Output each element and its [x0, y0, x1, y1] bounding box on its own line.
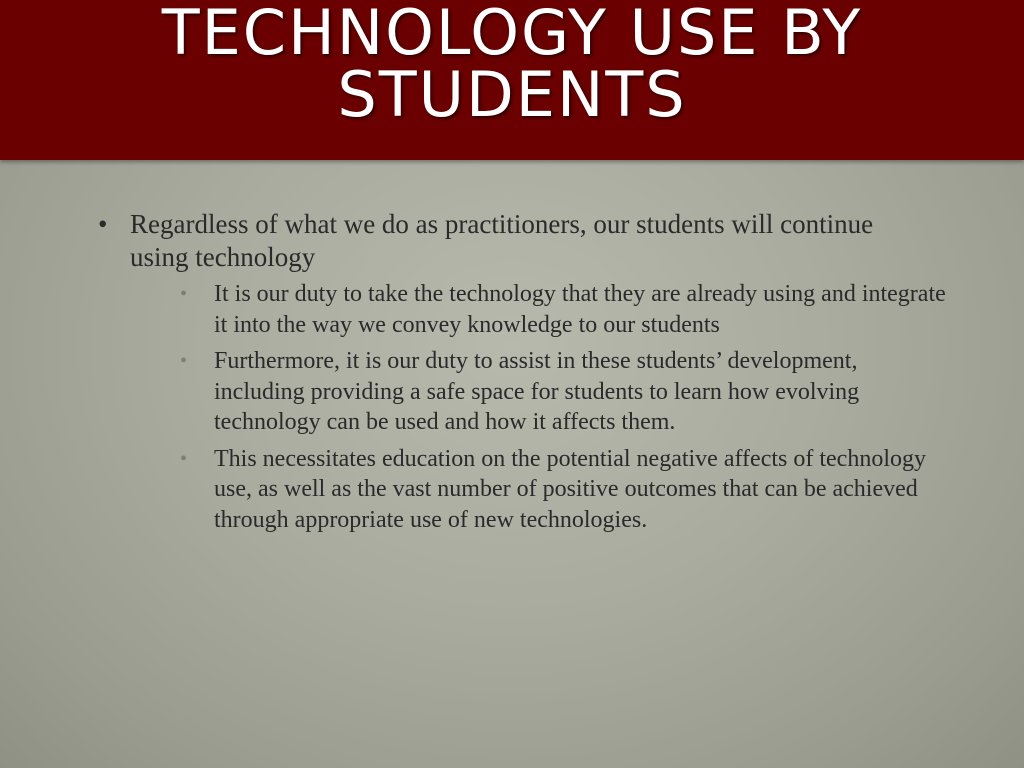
bullet-list: [98, 208, 946, 535]
sub-bullet-item: [162, 279, 954, 340]
sub-bullet-icon: •: [180, 283, 188, 305]
slide-body: [98, 208, 946, 541]
sub-bullet-text: Furthermore, it is our duty to assist in these students’ development, including providing a safe space for students to learn how evolving technology can be used and how it affects them.: [214, 348, 860, 435]
sub-bullet-item: [162, 346, 954, 438]
bullet-text: Regardless of what we do as practitioners, our students will continue using technology: [130, 209, 874, 272]
slide-title: [0, 0, 1024, 131]
sub-bullet-icon: •: [180, 447, 188, 470]
slide-title-line-2: STUDENTS: [337, 58, 687, 131]
title-band: [0, 0, 1024, 160]
bullet-icon: •: [98, 209, 108, 239]
sub-bullet-text: It is our duty to take the technology that they are already using and integrate it into the way we convey knowledge to our students: [214, 281, 946, 338]
slide-title-line-1: TECHNOLOGY USE BY: [161, 0, 863, 69]
sub-bullet-item: [162, 444, 954, 536]
bullet-item: [98, 208, 946, 535]
sub-bullet-icon: •: [180, 350, 188, 372]
sub-bullet-text: This necessitates education on the potential negative affects of technology use, as well as the vast number of positive outcomes that can be achieved through appropriate use of new technologies.: [214, 445, 926, 533]
sub-bullet-list: [130, 279, 946, 535]
